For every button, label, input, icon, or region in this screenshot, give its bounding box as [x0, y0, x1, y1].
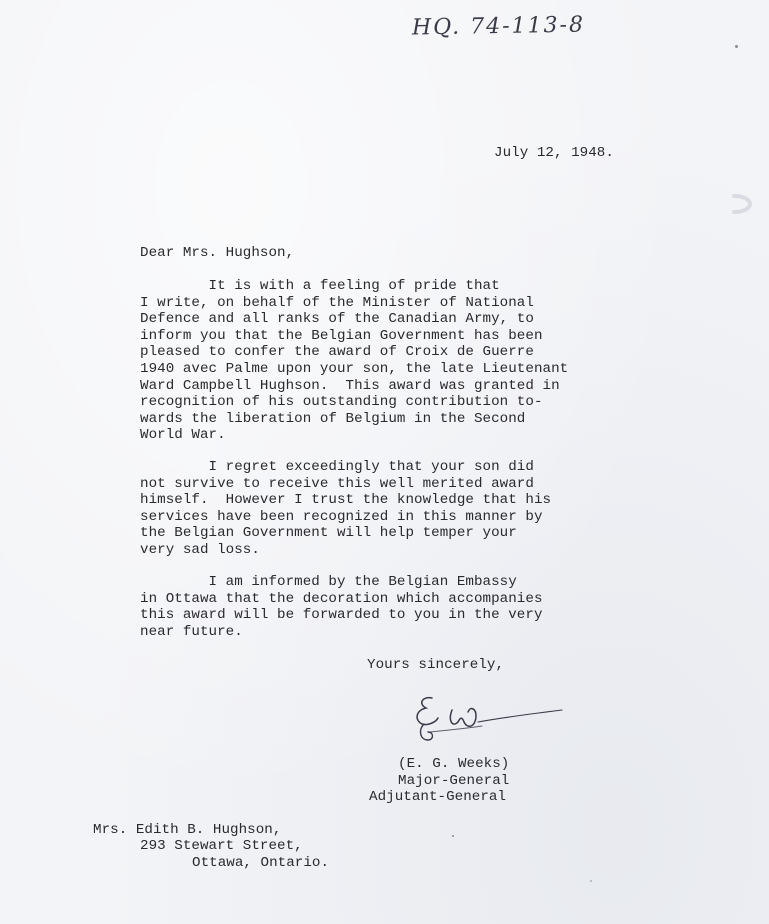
paper-speck — [590, 880, 592, 882]
body-paragraph-3: I am informed by the Belgian Embassy in Ottawa that the decoration which accompanies this award will be forwarded to you in the very near future. — [140, 574, 543, 640]
handwritten-signature — [410, 688, 570, 748]
body-paragraph-1: It is with a feeling of pride that I write, on behalf of the Minister of National Defence and all ranks of the Canadian Army, to inform you that the Belgian Government has been pleased to confer the award of Croix de Guerre 1940 avec Palme upon your son, the late Lieutenant Ward Campbell Hughson. This award was granted in recognition of his outstanding contribution to- wards the liberation of Belgium in the Second World War. — [140, 278, 569, 444]
archive-reference-handwritten: HQ. 74-113-8 — [411, 12, 586, 41]
paper-speck — [735, 45, 738, 48]
signer-title: Adjutant-General — [369, 789, 507, 805]
addressee-street: 293 Stewart Street, — [140, 838, 303, 854]
salutation: Dear Mrs. Hughson, — [140, 245, 295, 261]
closing-line: Yours sincerely, — [367, 657, 505, 673]
signer-rank: Major-General — [398, 773, 510, 789]
paper-speck — [452, 835, 454, 837]
letter-date: July 12, 1948. — [494, 145, 614, 161]
addressee-name: Mrs. Edith B. Hughson, — [93, 822, 282, 838]
paper-edge-mark — [730, 190, 756, 218]
signer-name: (E. G. Weeks) — [398, 756, 510, 772]
body-paragraph-2: I regret exceedingly that your son did not survive to receive this well merited award himself. However I trust the knowledge that his services have been recognized in this manner by the Belgian Government will help temper your very sad loss. — [140, 459, 552, 558]
addressee-city: Ottawa, Ontario. — [192, 855, 330, 871]
